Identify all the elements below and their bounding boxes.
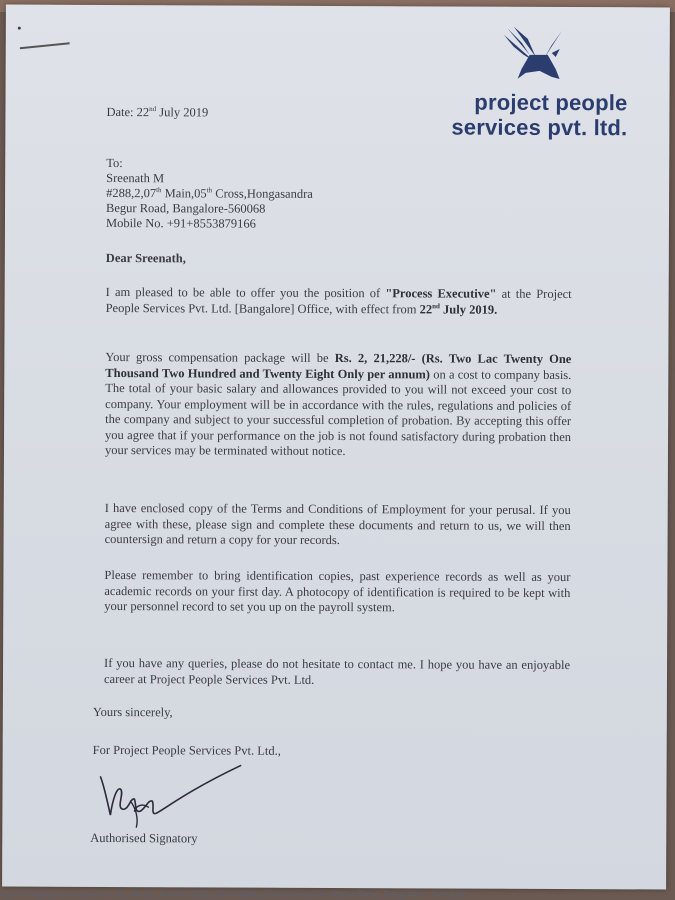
position-title: "Process Executive" [385, 286, 497, 301]
terms-paragraph: I have enclosed copy of the Terms and Conditions of Employment for your perusal. If you agree with these, please sign and complete these documents and return to us, we will then countersign and return a copy for your records. [104, 500, 571, 548]
to-label: To: [106, 155, 123, 171]
footer-address: roject People Services Pvt. Ltd., No.12, Plot No.28/B, 2nd A Main, Electronics City, Hosur Road, Bangalore - 560 100 [0, 889, 466, 899]
date-month-year: July 2019 [156, 105, 209, 120]
pen-mark-dot [18, 27, 21, 30]
address-line2: Begur Road, Bangalore-560068 [106, 200, 266, 216]
compensation-amount: Rs. 2, 21,228/- (Rs. Two Lac Twenty One Thousand Two Hundred and Twenty Eight Only per annum) [105, 350, 572, 381]
p2-text-b: on a cost to company basis. The total of your basic salary and allowances provided to you will not exceed your cost to company. Your employment will be in accordance with the rules, regulations and policies of the company and subject to your successful completion of probation. By accepting this offer you agree that if your performance on the job is not found satisfactory during probation then your services may be terminated without notice. [104, 366, 572, 459]
queries-paragraph: If you have any queries, please do not hesitate to contact me. I hope you have an enjoyable career at Project People Services Pvt. Ltd. [103, 655, 571, 687]
letter-date [106, 105, 208, 120]
offer-paragraph [106, 285, 572, 318]
documents-paragraph: Please remember to bring identification copies, past experience records as well as your academic records on your first day. A photocopy of identification is required to be kept with your personnel record to set you up on the payroll system. [104, 567, 571, 615]
p2-text-a: Your gross compensation package will be [105, 349, 335, 365]
company-name [451, 90, 627, 141]
recipient-name: Sreenath M [106, 170, 165, 186]
compensation-paragraph [105, 350, 571, 461]
pen-mark-stroke [20, 42, 70, 49]
handwritten-signature [90, 757, 260, 838]
start-date-day: 22 [419, 301, 433, 316]
start-date-sup: nd [432, 301, 440, 310]
start-date-rest: July 2019. [439, 301, 498, 317]
p1-text-b: at the Project People Services Pvt. Ltd. [Bangalore] Office, with effect from [105, 286, 572, 316]
closing: Yours sincerely, [92, 704, 173, 720]
company-name-line2: services pvt. ltd. [451, 114, 628, 141]
offer-letter-page [2, 5, 670, 890]
recipient-address [106, 156, 313, 232]
salutation: Dear Sreenath, [105, 250, 186, 266]
addr-part2: Main,05 [161, 186, 207, 201]
signatory-title: Authorised Signatory [90, 830, 198, 846]
company-name-line1: project people [474, 89, 628, 116]
eagle-logo-icon [500, 25, 570, 87]
addr-sup2: th [206, 186, 213, 195]
addr-part3: Cross,Hongasandra [212, 186, 313, 201]
for-company: For Project People Services Pvt. Ltd., [92, 742, 281, 758]
date-prefix: Date: 22 [106, 104, 150, 120]
addr-sup1: th [156, 186, 162, 195]
mobile-number: Mobile No. +91+8553879166 [105, 215, 256, 231]
addr-part1: #288,2,07 [106, 185, 157, 201]
date-suffix-sup: nd [149, 105, 157, 114]
address-line1 [106, 186, 313, 202]
start-date [420, 302, 498, 316]
p1-text-a: I am pleased to be able to offer you the position of [105, 284, 386, 301]
